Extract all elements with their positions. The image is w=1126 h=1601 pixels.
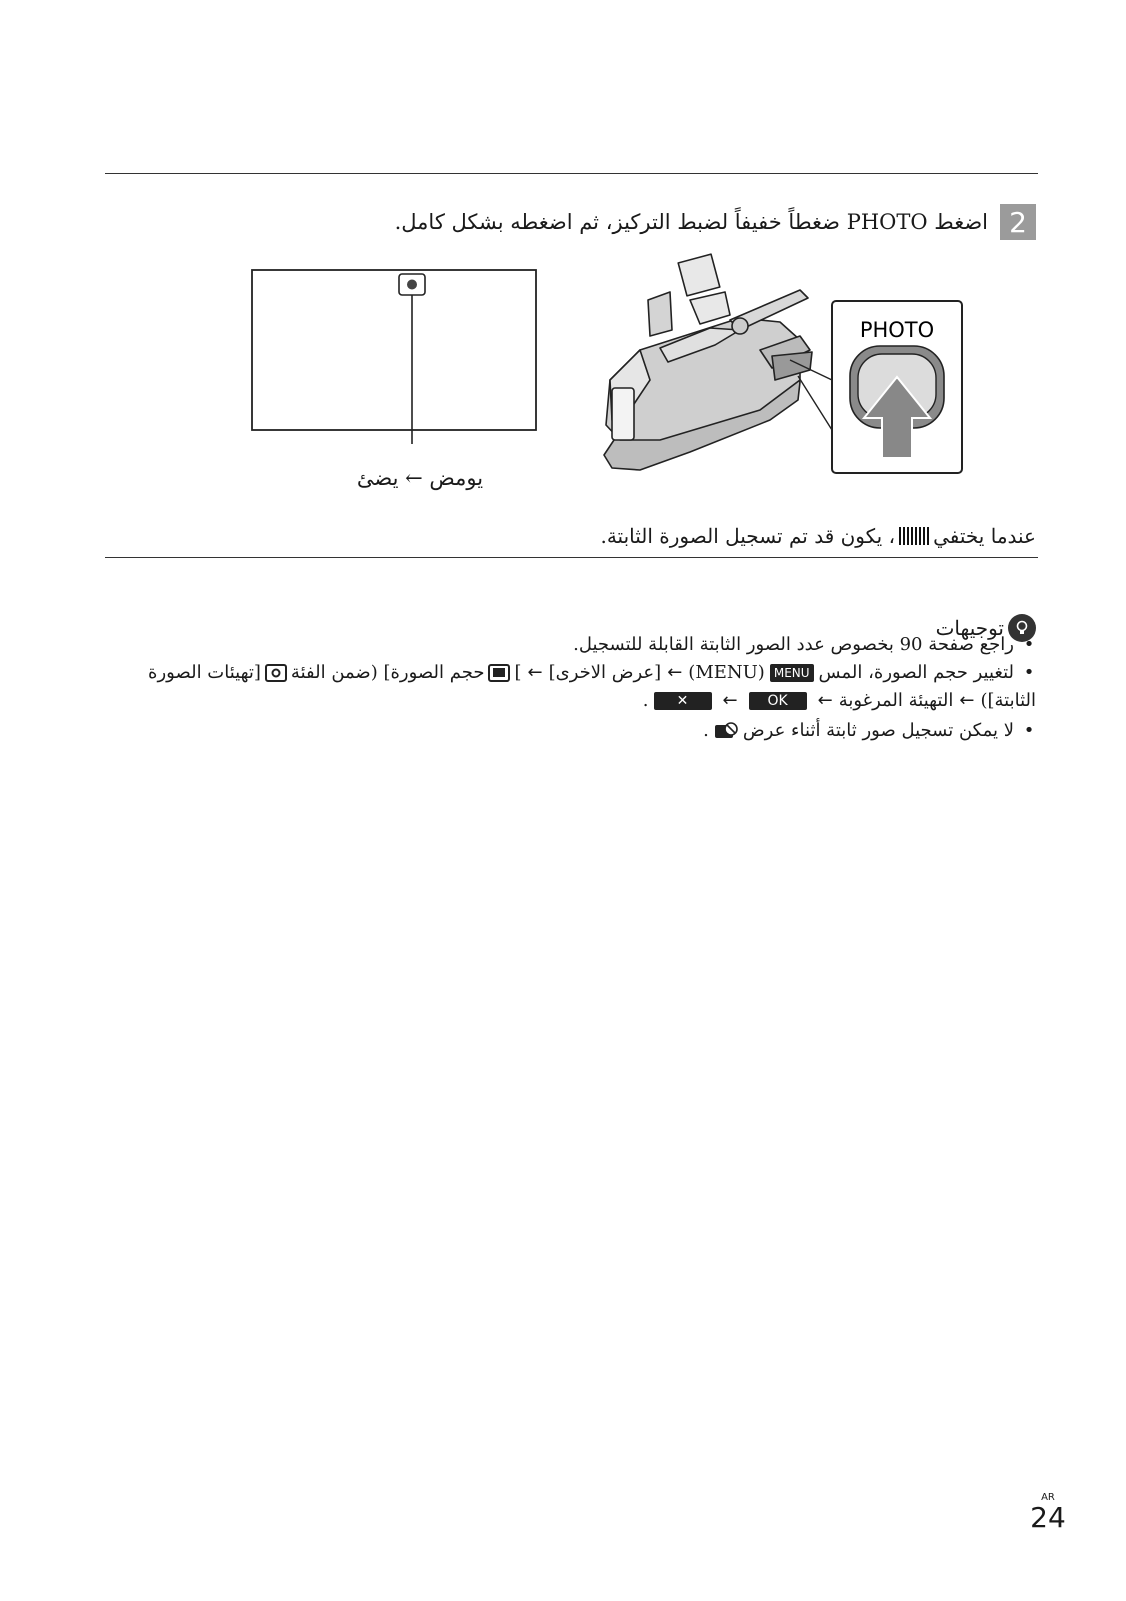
bullet: •: [1023, 662, 1035, 683]
photo-button-label: PHOTO: [859, 318, 935, 342]
arrow-left-icon: ←: [667, 662, 683, 683]
arrow-left-icon: ←: [959, 690, 975, 711]
bullet: •: [1023, 634, 1035, 655]
tip-text: الثابتة]): [980, 690, 1036, 711]
ok-badge: OK: [749, 692, 807, 710]
focus-status-label: يومض ← يضئ: [356, 466, 484, 490]
photo-button-figure: [0, 250, 1126, 480]
tip-text: (MENU): [688, 662, 765, 683]
top-rule: [105, 173, 1038, 174]
camera-settings-icon: [265, 664, 287, 682]
close-badge: ✕: [654, 692, 712, 710]
tip-text: [تهيئات الصورة: [148, 662, 261, 683]
page-number: 24: [1030, 1501, 1066, 1534]
tip-text: .: [642, 690, 649, 711]
note-text-end: ، يكون قد تم تسجيل الصورة الثابتة.: [600, 524, 896, 548]
image-size-icon: [488, 664, 510, 682]
tip-text: راجع صفحة 90 بخصوص عدد الصور الثابتة القابلة للتسجيل.: [573, 634, 1014, 655]
page-number-block: [1030, 1492, 1066, 1533]
recording-note: [106, 524, 1036, 548]
tip-text: [عرض الاخرى]: [548, 662, 662, 683]
bullet: •: [1023, 720, 1035, 741]
tip-item-continued: [116, 690, 1036, 711]
tip-text: .: [703, 720, 709, 741]
tip-text: لتغيير حجم الصورة، المس: [818, 662, 1014, 683]
step-number-badge: 2: [1000, 204, 1036, 240]
tip-item: [76, 634, 1036, 655]
tip-item: [76, 662, 1036, 683]
recording-bars-icon: [899, 527, 929, 545]
note-text-start: عندما يختفي: [933, 524, 1036, 548]
tip-text: [: [514, 662, 522, 683]
step-instruction: اضغط PHOTO ضغطاً خفيفاً لضبط التركيز، ثم اضغطه بشكل كامل.: [394, 210, 988, 234]
arrow-left-icon: ←: [527, 662, 543, 683]
tips-title: توجيهات: [935, 616, 1004, 640]
tip-item: [76, 720, 1036, 741]
tip-text: لا يمكن تسجيل صور ثابتة أثناء عرض: [742, 720, 1014, 741]
lcd-screen-frame: [252, 270, 536, 430]
arrow-left-icon: ←: [722, 690, 738, 711]
bottom-rule: [105, 557, 1038, 558]
camcorder-illustration: [604, 254, 812, 470]
tip-text: حجم الصورة] (ضمن الفئة: [290, 662, 485, 683]
step-2: [96, 202, 1036, 242]
menu-badge: MENU: [770, 664, 814, 682]
page-language: AR: [1041, 1492, 1055, 1503]
arrow-left-icon: ←: [817, 690, 833, 711]
no-photo-mode-icon: [713, 722, 739, 740]
tip-text: التهيئة المرغوبة: [838, 690, 954, 711]
